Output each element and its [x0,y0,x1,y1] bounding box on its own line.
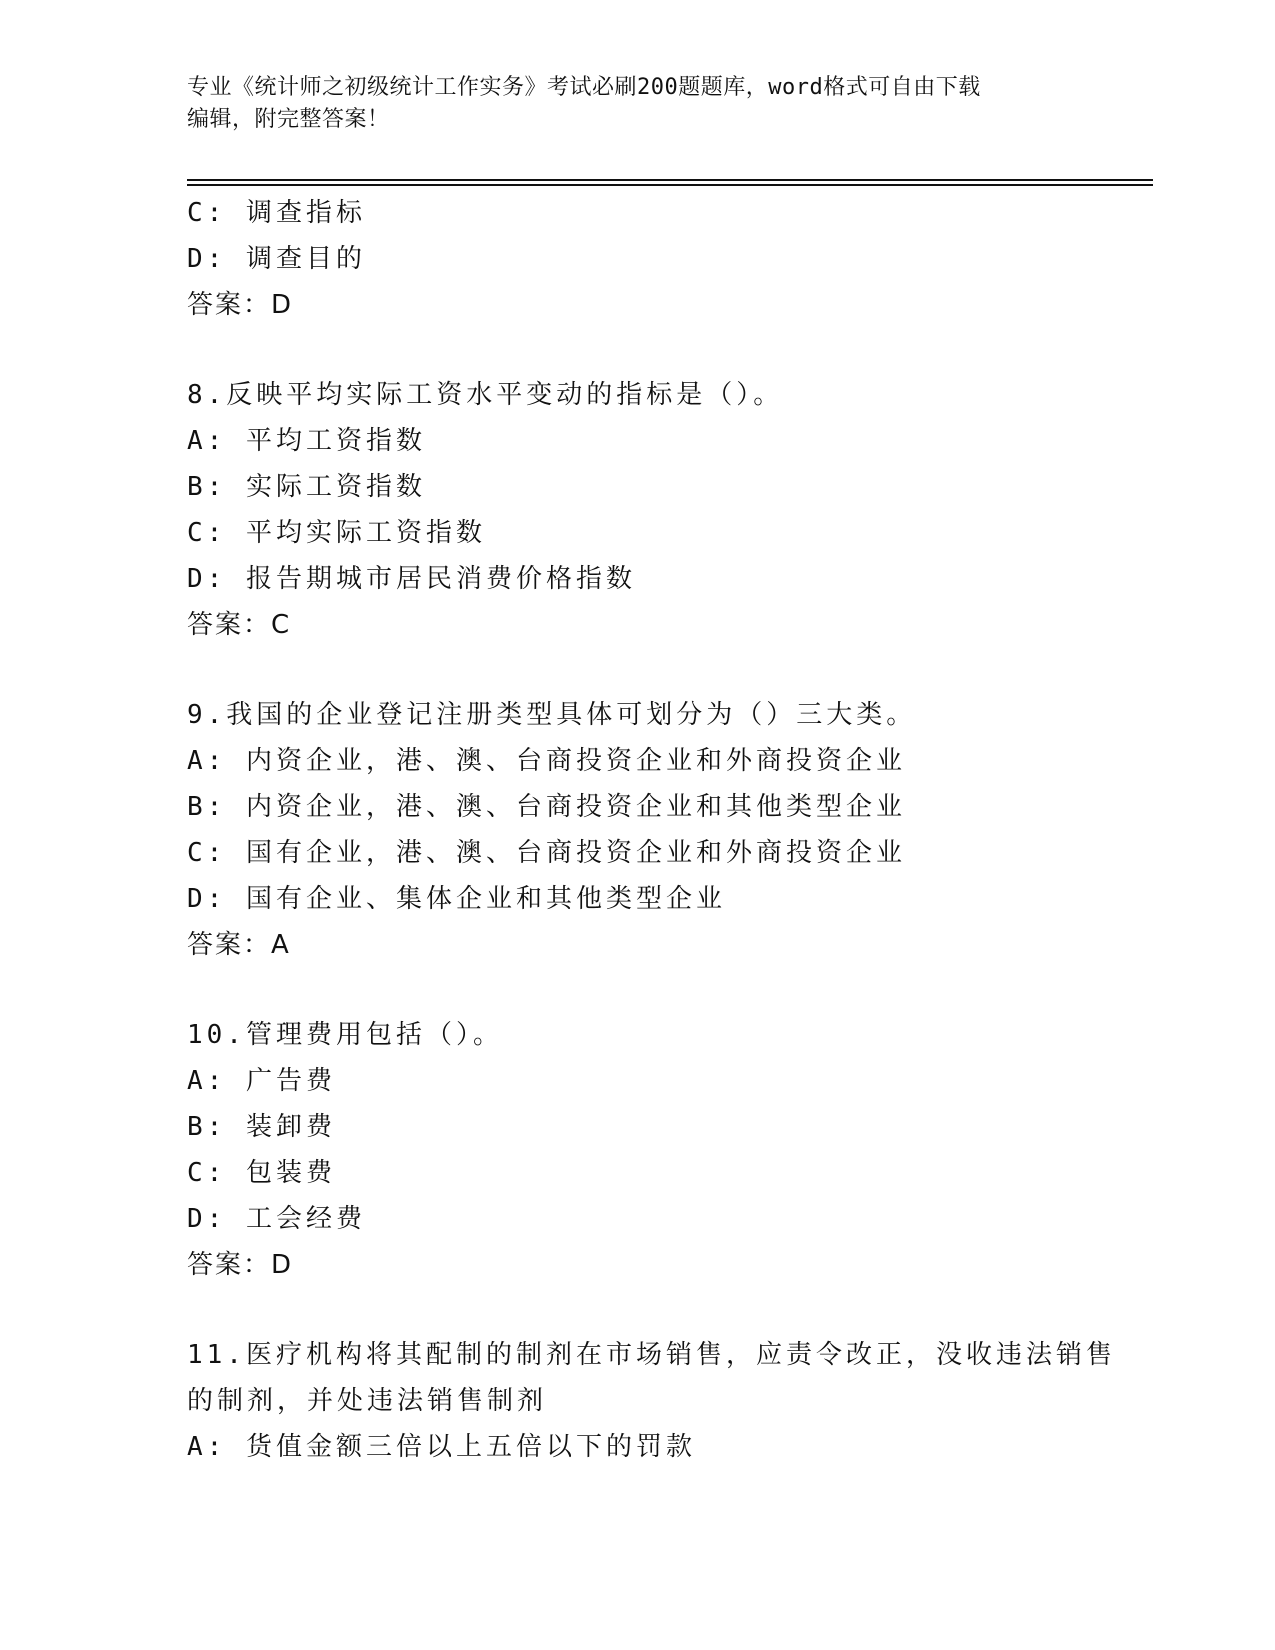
spacer [187,648,1087,692]
question-10 [187,1012,1087,1288]
question-7 [187,190,1087,328]
question-list [187,190,1116,1470]
header-divider-top [187,179,1153,181]
option-c: C: 包装费 [187,1158,336,1188]
header-divider-bottom [187,184,1153,186]
question-8 [187,372,1087,648]
header-line-1: 专业《统计师之初级统计工作实务》考试必刷200题题库，word格式可自由下载 [187,75,981,100]
question-9 [187,692,1087,968]
option-b: B: 装卸费 [187,1112,336,1142]
option-c: C: 国有企业，港、澳、台商投资企业和外商投资企业 [187,838,906,868]
option-b: B: 实际工资指数 [187,472,426,502]
document-header [187,72,1087,136]
question-text: 8.反映平均实际工资水平变动的指标是（）。 [187,380,784,410]
spacer [187,968,1087,1012]
question-text: 9.我国的企业登记注册类型具体可划分为（）三大类。 [187,700,917,730]
option-c: C: 平均实际工资指数 [187,518,486,548]
question-text-line-1: 11.医疗机构将其配制的制剂在市场销售，应责令改正，没收违法销售 [187,1340,1116,1370]
option-a: A: 广告费 [187,1066,336,1096]
spacer [187,328,1087,372]
option-a: A: 货值金额三倍以上五倍以下的罚款 [187,1432,696,1462]
header-line-2: 编辑，附完整答案！ [187,107,390,132]
question-text: 10.管理费用包括（）。 [187,1020,503,1050]
option-d: D: 工会经费 [187,1204,366,1234]
answer-line: 答案：A [187,930,291,960]
option-d: D: 报告期城市居民消费价格指数 [187,564,636,594]
question-11 [187,1332,1116,1470]
answer-line: 答案：D [187,1250,294,1280]
option-d: D: 调查目的 [187,244,366,274]
option-a: A: 平均工资指数 [187,426,426,456]
option-d: D: 国有企业、集体企业和其他类型企业 [187,884,726,914]
spacer [187,1288,1087,1332]
answer-line: 答案：D [187,290,294,320]
option-b: B: 内资企业，港、澳、台商投资企业和其他类型企业 [187,792,906,822]
answer-line: 答案：C [187,610,292,640]
option-c: C: 调查指标 [187,198,366,228]
question-text-line-2: 的制剂，并处违法销售制剂 [187,1386,548,1416]
option-a: A: 内资企业，港、澳、台商投资企业和外商投资企业 [187,746,906,776]
